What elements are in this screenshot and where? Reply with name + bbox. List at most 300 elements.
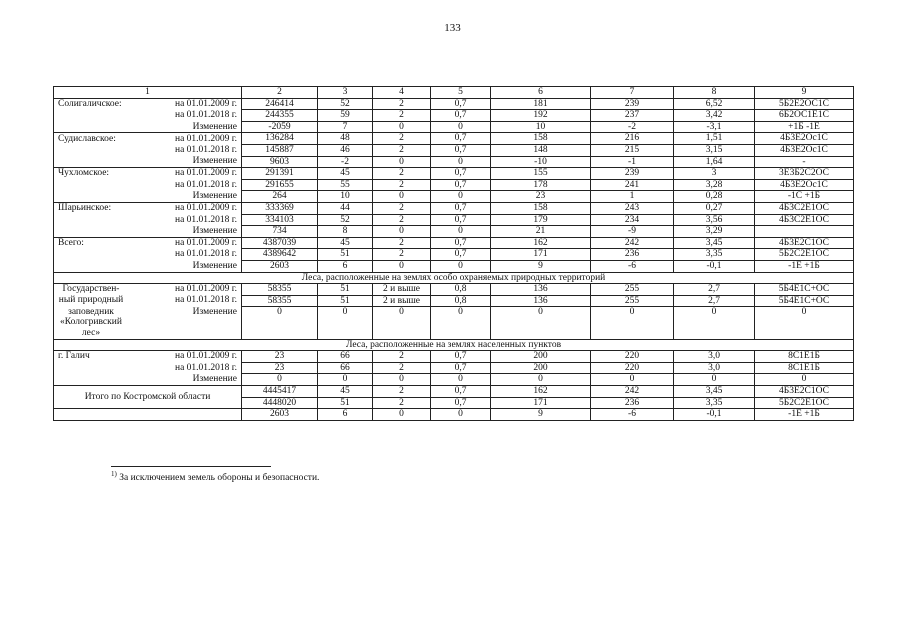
value-cell: 66 <box>318 351 373 363</box>
period-label: Изменение <box>192 306 237 317</box>
value-cell: +1Б -1Е <box>755 121 854 133</box>
value-cell: 200 <box>491 351 591 363</box>
value-cell: 3,35 <box>674 249 755 261</box>
value-cell: 3 <box>674 168 755 180</box>
value-cell: 51 <box>318 249 373 261</box>
value-cell: 51 <box>318 295 373 307</box>
value-cell: 2 <box>373 168 431 180</box>
value-cell: 4Б3С2Е1ОС <box>755 202 854 214</box>
value-cell: 4389642 <box>242 249 318 261</box>
row-label-cell <box>54 260 242 272</box>
table-row <box>54 179 854 191</box>
value-cell: 4Б3С2Е1ОС <box>755 214 854 226</box>
value-cell: 171 <box>491 249 591 261</box>
period-label: на 01.01.2009 г. <box>174 351 237 362</box>
value-cell: 3,42 <box>674 110 755 122</box>
table-row <box>54 156 854 168</box>
value-cell: 136 <box>491 295 591 307</box>
reserve-name-line: Государствен- <box>62 284 120 295</box>
reserve-name <box>54 307 128 339</box>
value-cell: 171 <box>491 397 591 409</box>
value-cell: 21 <box>491 226 591 238</box>
value-cell: 10 <box>318 191 373 203</box>
row-label-cell <box>54 214 242 226</box>
value-cell: 0,7 <box>431 385 491 397</box>
table-row <box>54 362 854 374</box>
section-title: Леса, расположенные на землях особо охраняемых природных территорий <box>54 272 854 284</box>
value-cell: 0 <box>431 409 491 421</box>
value-cell: 0 <box>431 191 491 203</box>
value-cell: -6 <box>591 260 674 272</box>
value-cell: 255 <box>591 284 674 296</box>
section-title-row <box>54 272 854 284</box>
value-cell: 59 <box>318 110 373 122</box>
reserve-name <box>54 295 128 306</box>
value-cell: 6 <box>318 260 373 272</box>
row-label-cell <box>54 374 242 386</box>
value-cell: 8С1Е1Б <box>755 351 854 363</box>
value-cell: 0 <box>431 226 491 238</box>
value-cell: 3,35 <box>674 397 755 409</box>
table-row <box>54 168 854 180</box>
period-label: Изменение <box>192 191 237 202</box>
settlement-name <box>54 363 58 374</box>
value-cell: 333369 <box>242 202 318 214</box>
value-cell: 2 и выше <box>373 295 431 307</box>
row-label-cell <box>54 110 242 122</box>
value-cell: 236 <box>591 249 674 261</box>
value-cell: 239 <box>591 168 674 180</box>
value-cell: 3Е3Б2С2ОС <box>755 168 854 180</box>
value-cell: 234 <box>591 214 674 226</box>
value-cell: 0 <box>318 374 373 386</box>
value-cell: 52 <box>318 98 373 110</box>
value-cell: 2 <box>373 179 431 191</box>
value-cell: 51 <box>318 397 373 409</box>
value-cell: 45 <box>318 168 373 180</box>
value-cell: 179 <box>491 214 591 226</box>
table-row <box>54 409 854 421</box>
row-label-cell <box>54 144 242 156</box>
value-cell: 0,7 <box>431 179 491 191</box>
value-cell: -2059 <box>242 121 318 133</box>
value-cell: 55 <box>318 179 373 191</box>
value-cell: 2,7 <box>674 295 755 307</box>
value-cell: 0 <box>373 409 431 421</box>
table-row <box>54 307 854 339</box>
value-cell: 0,7 <box>431 144 491 156</box>
period-label: на 01.01.2009 г. <box>174 98 237 109</box>
row-label-cell <box>54 226 242 238</box>
value-cell: 4Б3Е2С1ОС <box>755 237 854 249</box>
value-cell: 2 <box>373 397 431 409</box>
value-cell: 136 <box>491 284 591 296</box>
table-row <box>54 237 854 249</box>
period-label: Изменение <box>192 156 237 167</box>
value-cell: -0,1 <box>674 260 755 272</box>
table-row <box>54 249 854 261</box>
value-cell: 243 <box>591 202 674 214</box>
value-cell: 216 <box>591 133 674 145</box>
value-cell: 0 <box>755 374 854 386</box>
value-cell: 5Б2Е2ОС1С <box>755 98 854 110</box>
value-cell: -9 <box>591 226 674 238</box>
reserve-name-line: лес» <box>81 327 101 338</box>
value-cell: 0,7 <box>431 397 491 409</box>
value-cell: -10 <box>491 156 591 168</box>
value-cell: 0,27 <box>674 202 755 214</box>
value-cell: 7 <box>318 121 373 133</box>
value-cell: 23 <box>242 362 318 374</box>
reserve-name-line: заповедник <box>68 306 114 317</box>
value-cell: 158 <box>491 202 591 214</box>
value-cell: 0,7 <box>431 133 491 145</box>
table-row <box>54 98 854 110</box>
table-row <box>54 214 854 226</box>
period-label: Изменение <box>192 374 237 385</box>
row-label-cell <box>54 156 242 168</box>
value-cell: 1 <box>591 191 674 203</box>
value-cell: 2 <box>373 133 431 145</box>
value-cell: -3,1 <box>674 121 755 133</box>
column-header: 8 <box>674 87 755 99</box>
value-cell: 246414 <box>242 98 318 110</box>
period-label: на 01.01.2009 г. <box>174 168 237 179</box>
value-cell: 23 <box>491 191 591 203</box>
value-cell: 0,7 <box>431 202 491 214</box>
table-row <box>54 144 854 156</box>
row-label-cell <box>54 351 242 363</box>
district-name: Солигаличское: <box>58 98 122 109</box>
value-cell: 0 <box>674 307 755 339</box>
period-label: на 01.01.2018 г. <box>174 144 237 155</box>
value-cell: 255 <box>591 295 674 307</box>
value-cell: 2,7 <box>674 284 755 296</box>
value-cell: 0 <box>373 374 431 386</box>
column-header: 6 <box>491 87 591 99</box>
value-cell: 0,7 <box>431 237 491 249</box>
value-cell: 5Б2С2Е1ОС <box>755 249 854 261</box>
row-label-cell <box>54 307 242 339</box>
value-cell: 3,29 <box>674 226 755 238</box>
district-name: Чухломское: <box>58 168 110 179</box>
settlement-name <box>54 374 58 385</box>
value-cell: 162 <box>491 237 591 249</box>
column-header: 5 <box>431 87 491 99</box>
footnote-rule <box>111 466 271 467</box>
value-cell: -1Е +1Б <box>755 260 854 272</box>
value-cell: 0 <box>431 260 491 272</box>
value-cell: 1,51 <box>674 133 755 145</box>
value-cell: 3,0 <box>674 351 755 363</box>
value-cell: -1 <box>591 156 674 168</box>
value-cell: 0 <box>674 374 755 386</box>
value-cell: 9603 <box>242 156 318 168</box>
column-header: 2 <box>242 87 318 99</box>
value-cell: 3,45 <box>674 237 755 249</box>
value-cell: 3,15 <box>674 144 755 156</box>
value-cell: 291391 <box>242 168 318 180</box>
value-cell: 0,7 <box>431 249 491 261</box>
value-cell: 3,28 <box>674 179 755 191</box>
value-cell: 215 <box>591 144 674 156</box>
value-cell: 2 <box>373 202 431 214</box>
value-cell: 2 <box>373 144 431 156</box>
table-row <box>54 374 854 386</box>
district-name <box>54 261 58 272</box>
value-cell: 2 <box>373 351 431 363</box>
table-row <box>54 284 854 296</box>
table-row <box>54 260 854 272</box>
value-cell: 46 <box>318 144 373 156</box>
period-label: Изменение <box>192 260 237 271</box>
district-name: Шарьинское: <box>58 203 112 214</box>
value-cell: 0,7 <box>431 214 491 226</box>
reserve-name-line: ный природный <box>58 295 124 306</box>
value-cell: 291655 <box>242 179 318 191</box>
value-cell: 2 <box>373 214 431 226</box>
district-name <box>54 122 58 133</box>
row-label-cell <box>54 121 242 133</box>
value-cell: 0 <box>431 121 491 133</box>
value-cell: 4Б3Е2Ос1С <box>755 133 854 145</box>
footnote-marker: 1) <box>111 470 117 478</box>
period-label: на 01.01.2018 г. <box>174 110 237 121</box>
period-label: на 01.01.2018 г. <box>174 249 237 260</box>
value-cell: 2 <box>373 249 431 261</box>
value-cell: 6,52 <box>674 98 755 110</box>
column-header: 4 <box>373 87 431 99</box>
value-cell: 192 <box>491 110 591 122</box>
period-label: на 01.01.2009 г. <box>174 133 237 144</box>
value-cell: -0,1 <box>674 409 755 421</box>
district-name <box>54 191 58 202</box>
reserve-name <box>54 284 128 295</box>
footnote-text: За исключением земель обороны и безопасности. <box>116 473 320 484</box>
value-cell: 0 <box>491 307 591 339</box>
value-cell: 0,7 <box>431 168 491 180</box>
district-name <box>54 110 58 121</box>
section-title-row <box>54 339 854 351</box>
section-title: Леса, расположенные на землях населенных пунктов <box>54 339 854 351</box>
value-cell: 0 <box>373 121 431 133</box>
district-name <box>54 249 58 260</box>
value-cell: -6 <box>591 409 674 421</box>
value-cell: 2 <box>373 237 431 249</box>
value-cell: 145887 <box>242 144 318 156</box>
value-cell: 0 <box>242 307 318 339</box>
value-cell: 3,45 <box>674 385 755 397</box>
value-cell: 220 <box>591 362 674 374</box>
value-cell: 45 <box>318 385 373 397</box>
page-number: 133 <box>444 22 461 34</box>
value-cell: 181 <box>491 98 591 110</box>
value-cell: 334103 <box>242 214 318 226</box>
row-label-cell <box>54 284 242 296</box>
empty-cell <box>54 409 242 421</box>
value-cell: 158 <box>491 133 591 145</box>
value-cell: 45 <box>318 237 373 249</box>
value-cell: 241 <box>591 179 674 191</box>
value-cell: 2 <box>373 362 431 374</box>
value-cell: 0 <box>431 374 491 386</box>
value-cell: 242 <box>591 385 674 397</box>
value-cell: 4Б3Е2Ос1С <box>755 144 854 156</box>
value-cell: 244355 <box>242 110 318 122</box>
value-cell: 2 и выше <box>373 284 431 296</box>
row-label-cell <box>54 237 242 249</box>
value-cell: 155 <box>491 168 591 180</box>
value-cell: 5Б4Е1С+ОС <box>755 284 854 296</box>
value-cell: 0 <box>755 307 854 339</box>
value-cell: 264 <box>242 191 318 203</box>
value-cell: 0 <box>373 307 431 339</box>
column-header: 9 <box>755 87 854 99</box>
value-cell: 4448020 <box>242 397 318 409</box>
district-name: Судиславское: <box>58 133 116 144</box>
value-cell: 0,8 <box>431 295 491 307</box>
header-row <box>54 87 854 99</box>
value-cell: - <box>755 156 854 168</box>
value-cell: 4387039 <box>242 237 318 249</box>
value-cell: 52 <box>318 214 373 226</box>
value-cell: 4Б3Е2С1ОС <box>755 385 854 397</box>
row-label-cell <box>54 295 242 307</box>
value-cell: 0,7 <box>431 362 491 374</box>
value-cell: 178 <box>491 179 591 191</box>
row-label-cell <box>54 168 242 180</box>
value-cell: 48 <box>318 133 373 145</box>
value-cell: 8С1Е1Б <box>755 362 854 374</box>
value-cell: 136284 <box>242 133 318 145</box>
table-row <box>54 191 854 203</box>
period-label: на 01.01.2018 г. <box>174 214 237 225</box>
period-label: на 01.01.2009 г. <box>174 284 237 295</box>
value-cell: 4445417 <box>242 385 318 397</box>
table-row <box>54 351 854 363</box>
value-cell: 58355 <box>242 284 318 296</box>
row-label-cell <box>54 191 242 203</box>
district-name <box>54 215 58 226</box>
table-row <box>54 202 854 214</box>
table-row <box>54 110 854 122</box>
row-label-cell <box>54 98 242 110</box>
value-cell: 0,7 <box>431 98 491 110</box>
value-cell: 2603 <box>242 260 318 272</box>
value-cell: 1,64 <box>674 156 755 168</box>
value-cell: 2 <box>373 110 431 122</box>
reserve-name-line: «Кологривский <box>60 317 122 328</box>
value-cell: 4Б3Е2Ос1С <box>755 179 854 191</box>
value-cell: 51 <box>318 284 373 296</box>
row-label-cell <box>54 133 242 145</box>
value-cell: -1Е +1Б <box>755 409 854 421</box>
value-cell: 239 <box>591 98 674 110</box>
column-header: 3 <box>318 87 373 99</box>
value-cell: 58355 <box>242 295 318 307</box>
value-cell: 0 <box>373 191 431 203</box>
value-cell: 0 <box>431 307 491 339</box>
value-cell: 0 <box>431 156 491 168</box>
value-cell: 9 <box>491 409 591 421</box>
forest-stats-table <box>53 86 854 421</box>
footnote <box>111 470 319 483</box>
period-label: на 01.01.2018 г. <box>174 295 237 306</box>
value-cell: 220 <box>591 351 674 363</box>
district-name <box>54 156 58 167</box>
value-cell: 0 <box>591 307 674 339</box>
value-cell: 66 <box>318 362 373 374</box>
value-cell: 0 <box>318 307 373 339</box>
value-cell: 44 <box>318 202 373 214</box>
value-cell: 6Б2ОС1Е1С <box>755 110 854 122</box>
value-cell: 0 <box>591 374 674 386</box>
value-cell: 0,7 <box>431 110 491 122</box>
value-cell: 3,0 <box>674 362 755 374</box>
column-header: 1 <box>54 87 242 99</box>
value-cell: 0 <box>491 374 591 386</box>
value-cell: 3,56 <box>674 214 755 226</box>
value-cell: 0,8 <box>431 284 491 296</box>
value-cell: 8 <box>318 226 373 238</box>
value-cell: 236 <box>591 397 674 409</box>
row-label-cell <box>54 362 242 374</box>
value-cell: 162 <box>491 385 591 397</box>
value-cell: -2 <box>591 121 674 133</box>
value-cell: 6 <box>318 409 373 421</box>
value-cell: 5Б2С2Е1ОС <box>755 397 854 409</box>
table-row <box>54 385 854 397</box>
district-name <box>54 180 58 191</box>
value-cell: 0,7 <box>431 351 491 363</box>
value-cell <box>755 226 854 238</box>
value-cell: 0 <box>373 156 431 168</box>
value-cell: 242 <box>591 237 674 249</box>
value-cell: 5Б4Е1С+ОС <box>755 295 854 307</box>
value-cell: 200 <box>491 362 591 374</box>
value-cell: -2 <box>318 156 373 168</box>
value-cell: 734 <box>242 226 318 238</box>
table-row <box>54 133 854 145</box>
value-cell: 0 <box>373 226 431 238</box>
value-cell: 2 <box>373 385 431 397</box>
period-label: Изменение <box>192 121 237 132</box>
district-name <box>54 145 58 156</box>
value-cell: 2 <box>373 98 431 110</box>
value-cell: 0,28 <box>674 191 755 203</box>
value-cell: 0 <box>242 374 318 386</box>
period-label: на 01.01.2009 г. <box>174 203 237 214</box>
value-cell: 23 <box>242 351 318 363</box>
table-row <box>54 295 854 307</box>
period-label: на 01.01.2018 г. <box>174 362 237 373</box>
row-label-cell <box>54 249 242 261</box>
table-row <box>54 121 854 133</box>
total-label: Итого по Костромской области <box>54 385 242 408</box>
column-header: 7 <box>591 87 674 99</box>
row-label-cell <box>54 179 242 191</box>
value-cell: 237 <box>591 110 674 122</box>
value-cell: 9 <box>491 260 591 272</box>
table-row <box>54 226 854 238</box>
period-label: Изменение <box>192 225 237 236</box>
district-name <box>54 226 58 237</box>
value-cell: 2603 <box>242 409 318 421</box>
period-label: на 01.01.2018 г. <box>174 179 237 190</box>
settlement-name: г. Галич <box>58 351 90 362</box>
district-name: Всего: <box>58 237 84 248</box>
value-cell: -1С +1Б <box>755 191 854 203</box>
